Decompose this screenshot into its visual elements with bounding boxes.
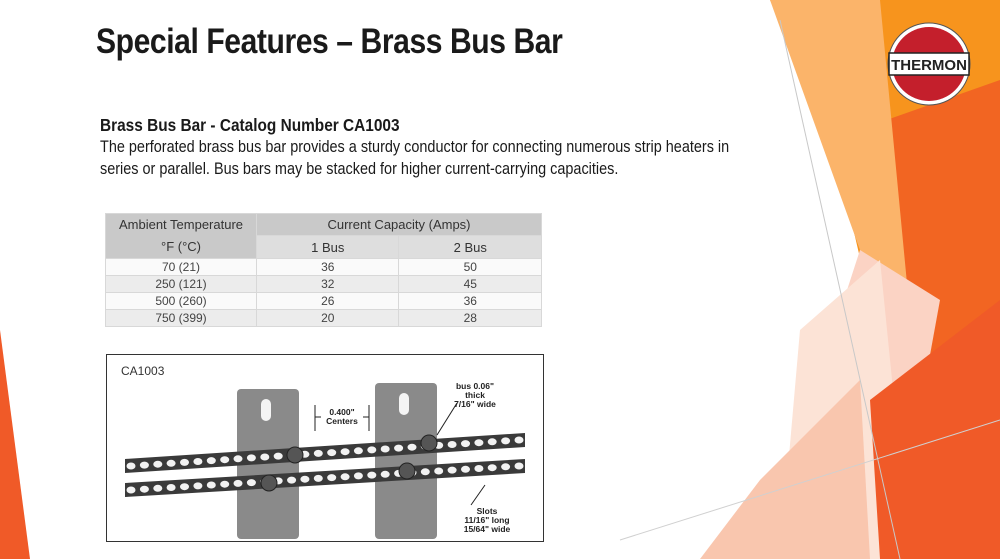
- slot-hole: [501, 463, 510, 470]
- bus-bar-description: [100, 114, 800, 180]
- table-row: [106, 259, 542, 276]
- temp-cell: 70 (21): [106, 259, 257, 276]
- slot-hole: [220, 456, 229, 463]
- slot-hole: [421, 468, 430, 475]
- one-bus-cell: 20: [257, 310, 399, 327]
- slot-hole: [314, 475, 323, 482]
- bus-thick-label: thick: [465, 390, 485, 400]
- slot-hole: [287, 477, 296, 484]
- two-bus-cell: 36: [399, 293, 542, 310]
- slot-hole: [180, 459, 189, 466]
- slots-length: 11/16" long: [464, 515, 510, 525]
- slide-title: Special Features – Brass Bus Bar: [96, 22, 563, 61]
- two-bus-cell: 45: [399, 276, 542, 293]
- slot-hole: [488, 438, 497, 445]
- slot-hole: [234, 480, 243, 487]
- slot-hole: [180, 483, 189, 490]
- two-bus-cell: 28: [399, 310, 542, 327]
- slot-hole: [488, 464, 497, 471]
- slot-hole: [193, 458, 202, 465]
- slot-hole: [367, 446, 376, 453]
- slot-hole: [461, 466, 470, 473]
- temp-header: [106, 214, 257, 236]
- one-bus-cell: 36: [257, 259, 399, 276]
- bus-width: 7/16" wide: [454, 399, 496, 409]
- table-row: [106, 293, 542, 310]
- slot-hole: [220, 481, 229, 488]
- slot-hole: [448, 441, 457, 448]
- slot-hole: [354, 447, 363, 454]
- slot-hole: [327, 449, 336, 456]
- slot-hole: [153, 461, 162, 468]
- table-row: [106, 276, 542, 293]
- slot-hole: [167, 460, 176, 467]
- logo-text: THERMON: [891, 57, 967, 74]
- temp-header-line1: Ambient Temperature: [118, 217, 244, 233]
- bus-thickness: bus 0.06": [455, 381, 495, 391]
- description-text: The perforated brass bus bar provides a sturdy conductor for connecting numerous strip heaters in series or parallel. Bus bars may be stacked for higher current-carrying capacities.: [100, 138, 730, 178]
- slot-hole: [247, 479, 256, 486]
- thermon-logo: [887, 22, 971, 106]
- diagram-code: CA1003: [121, 364, 165, 378]
- slot-hole: [127, 487, 136, 494]
- slot-hole: [408, 444, 417, 451]
- slot-hole: [448, 467, 457, 474]
- slot-hole: [354, 472, 363, 479]
- bus-annotation: [445, 382, 505, 409]
- slot-hole: [167, 484, 176, 491]
- two-bus-header: 2 Bus: [399, 236, 542, 259]
- slot-hole: [474, 439, 483, 446]
- slot-hole: [153, 485, 162, 492]
- table-row: [106, 310, 542, 327]
- temp-header-unit: °F (°C): [106, 236, 257, 259]
- slot-hole: [341, 448, 350, 455]
- slot-hole: [314, 450, 323, 457]
- centers-value: 0.400": [329, 407, 355, 417]
- slot-hole: [300, 476, 309, 483]
- centers-annotation: [321, 408, 363, 426]
- one-bus-cell: 32: [257, 276, 399, 293]
- slot-hole: [434, 468, 443, 475]
- slot-hole: [381, 446, 390, 453]
- slot-hole: [140, 486, 149, 493]
- slot-hole: [327, 474, 336, 481]
- slot-hole: [461, 440, 470, 447]
- temp-cell: 500 (260): [106, 293, 257, 310]
- two-bus-cell: 50: [399, 259, 542, 276]
- slots-label: Slots: [476, 506, 498, 516]
- slot-hole: [127, 463, 136, 470]
- slot-hole: [247, 454, 256, 461]
- slots-width: 15/64" wide: [463, 524, 511, 534]
- slot-hole: [381, 471, 390, 478]
- slot-hole: [515, 437, 524, 444]
- slot-hole: [341, 473, 350, 480]
- slot-hole: [474, 465, 483, 472]
- slot-hole: [515, 463, 524, 470]
- current-capacity-table: [105, 213, 542, 327]
- slot-hole: [394, 445, 403, 452]
- slots-annotation: [457, 507, 517, 534]
- slot-hole: [207, 482, 216, 489]
- capacity-group-header: Current Capacity (Amps): [257, 214, 542, 236]
- centers-label: Centers: [326, 416, 358, 426]
- slot-hole: [140, 462, 149, 469]
- temp-cell: 750 (399): [106, 310, 257, 327]
- slot-hole: [367, 472, 376, 479]
- slot-hole: [260, 454, 269, 461]
- slot-hole: [274, 453, 283, 460]
- slot-hole: [193, 482, 202, 489]
- one-bus-header: 1 Bus: [257, 236, 399, 259]
- slot-hole: [501, 437, 510, 444]
- bus-bar-diagram: [106, 354, 544, 542]
- slot-hole: [234, 455, 243, 462]
- one-bus-cell: 26: [257, 293, 399, 310]
- catalog-heading: Brass Bus Bar - Catalog Number CA1003: [100, 115, 400, 135]
- slot-hole: [207, 457, 216, 464]
- temp-cell: 250 (121): [106, 276, 257, 293]
